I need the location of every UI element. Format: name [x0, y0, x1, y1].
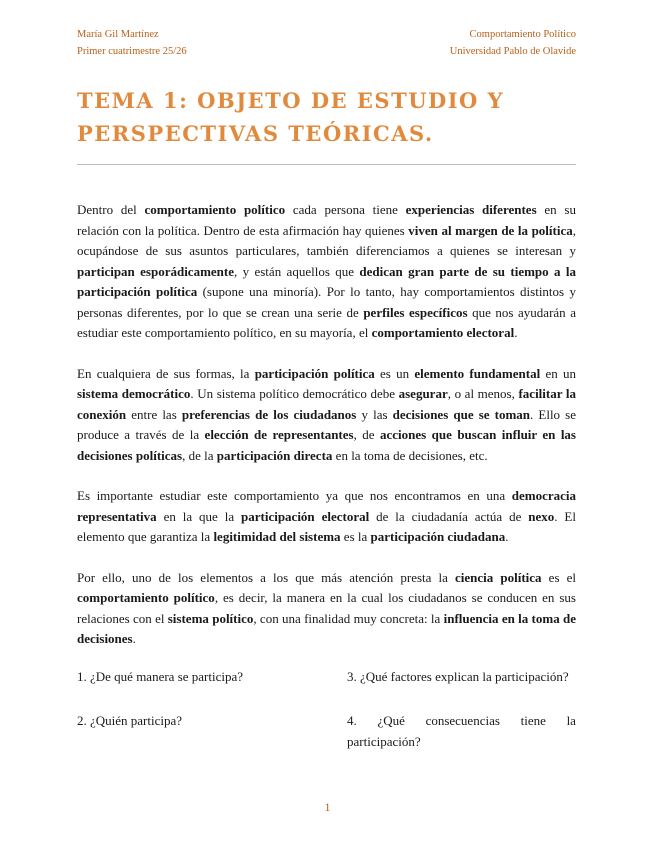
question-2: 2. ¿Quién participa? — [77, 713, 183, 728]
question-4: 4. ¿Qué consecuencias tiene la participación? — [347, 713, 576, 749]
course-name: Comportamiento Político — [469, 29, 576, 40]
document-body — [77, 200, 576, 670]
paragraph-1: Dentro del comportamiento político cada persona tiene experiencias diferentes en su relación con la política. Dentro de esta afirmación hay quienes viven al margen de la política, ocupándose de sus asuntos particulares, también diferenciamos a quienes se interesan y participan esporádicamente, y están aquellos que dedican gran parte de su tiempo a la participación política (supone una minoría). Por lo tanto, hay comportamientos distintos y personas diferentes, por lo que se crean una serie de perfiles específicos que nos ayudarán a estudiar este comportamiento político, en su mayoría, el comportamiento electoral. — [77, 202, 576, 340]
author-name: María Gil Martínez — [77, 29, 159, 40]
divider — [77, 164, 576, 165]
page-number: 1 — [324, 800, 331, 814]
paragraph-3: Es importante estudiar este comportamiento ya que nos encontramos en una democracia representativa en la que la participación electoral de la ciudadanía actúa de nexo. El elemento que garantiza la legitimidad del sistema es la participación ciudadana. — [77, 488, 576, 544]
question-3: 3. ¿Qué factores explican la participación? — [347, 669, 569, 684]
header-left — [77, 26, 187, 60]
university-name: Universidad Pablo de Olavide — [449, 46, 576, 57]
paragraph-4: Por ello, uno de los elementos a los que más atención presta la ciencia política es el comportamiento político, es decir, la manera en la cual los ciudadanos se conducen en sus relaciones con el sistema político, con una finalidad muy concreta: la influencia en la toma de decisiones. — [77, 569, 576, 646]
question-1: 1. ¿De qué manera se participa? — [77, 669, 244, 684]
paragraph-2: En cualquiera de sus formas, la participación política es un elemento fundamental en un sistema democrático. Un sistema político democrático debe asegurar, o al menos, facilitar la conexión entre las preferencias de los ciudadanos y las decisiones que se toman. Ello se produce a través de la elección de representantes, de acciones que buscan influir en las decisiones políticas, de la participación directa en la toma de decisiones, etc. — [77, 365, 576, 463]
page-title: TEMA 1: OBJETO DE ESTUDIO Y PERSPECTIVAS TEÓRICAS. — [77, 88, 505, 146]
term-label: Primer cuatrimestre 25/26 — [77, 46, 187, 57]
header-right — [450, 26, 576, 60]
page-header — [77, 26, 576, 60]
